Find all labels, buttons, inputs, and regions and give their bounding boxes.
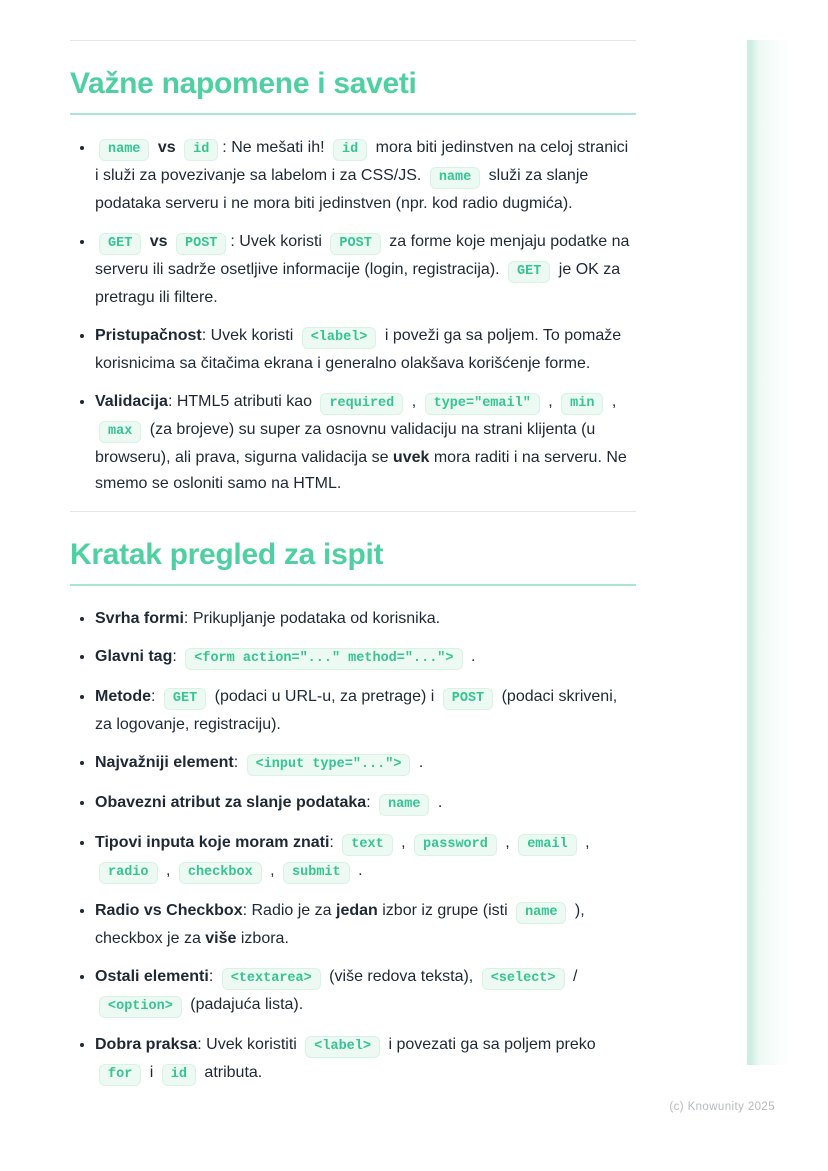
text-run: : <box>366 794 376 811</box>
exam-review-list <box>70 606 636 1088</box>
text-run: : <box>329 834 339 851</box>
list-item <box>95 229 636 311</box>
inline-code-badge: name <box>99 139 149 161</box>
text-run: : <box>208 968 218 985</box>
text-run: i <box>145 1064 158 1081</box>
text-run: izbora. <box>236 930 289 947</box>
text-run: izbor iz grupe (isti <box>377 902 513 919</box>
text-run: mora raditi i na serveru. Ne smemo se osloniti samo na HTML. <box>95 449 627 492</box>
text-run: : Prikupljanje podataka od korisnika. <box>183 610 441 627</box>
bold-text: Obavezni atribut za slanje podataka <box>95 794 367 811</box>
list-item <box>95 684 636 738</box>
inline-code-badge: <input type="..."> <box>247 754 411 776</box>
inline-code-badge: name <box>516 902 566 924</box>
list-item <box>95 1032 636 1088</box>
text-run: , <box>265 862 280 879</box>
list-item <box>95 389 636 497</box>
text-run: : HTML5 atributi kao <box>167 393 317 410</box>
inline-code-badge: POST <box>176 233 226 255</box>
text-run: : <box>233 754 243 771</box>
list-item <box>95 135 636 217</box>
text-run: (padajuća lista). <box>185 996 304 1013</box>
text-run: . <box>353 862 363 879</box>
text-run: , <box>161 862 175 879</box>
bold-text: uvek <box>392 449 430 466</box>
bold-text: vs <box>145 233 172 250</box>
inline-code-badge: name <box>430 167 480 189</box>
text-run: , <box>396 834 411 851</box>
text-run: : Uvek koristiti <box>197 1036 302 1053</box>
page-edge-accent-strip <box>747 40 790 1065</box>
copyright-footer: (c) Knowunity 2025 <box>669 1101 775 1113</box>
inline-code-badge: <textarea> <box>222 968 321 990</box>
inline-code-badge: checkbox <box>179 862 262 884</box>
text-run: : Ne mešati ih! <box>222 139 329 156</box>
inline-code-badge: for <box>99 1064 141 1086</box>
bold-text: Glavni tag <box>95 648 173 665</box>
text-run: (podaci skriveni, za logovanje, registraciju). <box>95 688 618 733</box>
text-run: atributa. <box>199 1064 263 1081</box>
text-run: : Uvek koristi <box>230 233 327 250</box>
bold-text: jedan <box>336 902 378 919</box>
list-item <box>95 964 636 1020</box>
text-run: (za brojeve) su super za osnovnu validaciju na strani klijenta (u browseru), ali prava, sigurna validacija se <box>95 421 596 466</box>
inline-code-badge: text <box>342 834 392 856</box>
text-run: (više redova teksta), <box>324 968 478 985</box>
inline-code-badge: GET <box>508 261 550 283</box>
section-title-napomene: Važne napomene i saveti <box>70 67 417 100</box>
inline-code-badge: POST <box>330 233 380 255</box>
bold-text: Tipovi inputa koje moram znati <box>95 834 330 851</box>
bold-text: Validacija <box>95 393 168 410</box>
inline-code-badge: email <box>518 834 577 856</box>
text-run: , <box>543 393 558 410</box>
inline-code-badge: id <box>162 1064 196 1086</box>
text-run: , <box>500 834 515 851</box>
text-run: , <box>407 393 421 410</box>
text-run: . <box>414 754 424 771</box>
bold-text: više <box>205 930 237 947</box>
text-run: : <box>172 648 182 665</box>
inline-code-badge: min <box>561 393 603 415</box>
text-run: , <box>607 393 617 410</box>
inline-code-badge: POST <box>443 688 493 710</box>
text-run: . <box>466 648 476 665</box>
bold-text: Metode <box>95 688 151 705</box>
inline-code-badge: radio <box>99 862 158 884</box>
inline-code-badge: <option> <box>99 996 182 1018</box>
text-run: mora biti jedinstven na celoj stranici i služi za povezivanje sa labelom i za CSS/JS. <box>95 139 629 184</box>
bold-text: Dobra praksa <box>95 1036 198 1053</box>
list-item <box>95 323 636 377</box>
text-run: ), checkbox je za <box>95 902 585 947</box>
text-run: i poveži ga sa poljem. To pomaže korisnicima sa čitačima ekrana i generalno olakšava korišćenje forme. <box>95 327 622 372</box>
text-run: i povezati ga sa poljem preko <box>384 1036 596 1053</box>
inline-code-badge: submit <box>283 862 350 884</box>
section-divider <box>70 511 636 512</box>
inline-code-badge: <label> <box>305 1036 380 1058</box>
bold-text: Radio vs Checkbox <box>95 902 243 919</box>
inline-code-badge: password <box>414 834 497 856</box>
text-run: , <box>580 834 590 851</box>
inline-code-badge: id <box>333 139 367 161</box>
inline-code-badge: type="email" <box>425 393 540 415</box>
text-run: služi za slanje podataka serveru i ne mora biti jedinstven (npr. kod radio dugmića). <box>95 167 589 212</box>
notes-list <box>70 135 636 497</box>
bold-text: Pristupačnost <box>95 327 202 344</box>
bold-text: vs <box>153 139 181 156</box>
list-item <box>95 606 636 632</box>
text-run: je OK za pretragu ili filtere. <box>95 261 621 306</box>
section-title-pregled: Kratak pregled za ispit <box>70 538 384 571</box>
inline-code-badge: <form action="..." method="..."> <box>185 648 462 670</box>
bold-text: Najvažniji element <box>95 754 234 771</box>
text-run: (podaci u URL-u, za pretrage) i <box>210 688 439 705</box>
inline-code-badge: <label> <box>302 327 377 349</box>
list-item <box>95 898 636 952</box>
section-title-underline <box>70 584 636 586</box>
list-item <box>95 644 636 672</box>
inline-code-badge: required <box>320 393 403 415</box>
text-run: : Radio je za <box>242 902 336 919</box>
inline-code-badge: id <box>184 139 218 161</box>
top-divider <box>70 40 636 41</box>
text-run: / <box>568 968 578 985</box>
text-run: : Uvek koristi <box>201 327 298 344</box>
inline-code-badge: <select> <box>482 968 565 990</box>
list-item <box>95 750 636 778</box>
text-run: . <box>433 794 443 811</box>
inline-code-badge: GET <box>164 688 206 710</box>
text-run: za forme koje menjaju podatke na serveru ili sadrže osetljive informacije (login, registracija). <box>95 233 630 278</box>
inline-code-badge: GET <box>99 233 141 255</box>
section-title-underline <box>70 113 636 115</box>
inline-code-badge: name <box>379 794 429 816</box>
inline-code-badge: max <box>99 421 141 443</box>
text-run: : <box>151 688 160 705</box>
list-item <box>95 830 636 886</box>
bold-text: Ostali elementi <box>95 968 209 985</box>
list-item <box>95 790 636 818</box>
page-content <box>70 0 636 1100</box>
bold-text: Svrha formi <box>95 610 184 627</box>
